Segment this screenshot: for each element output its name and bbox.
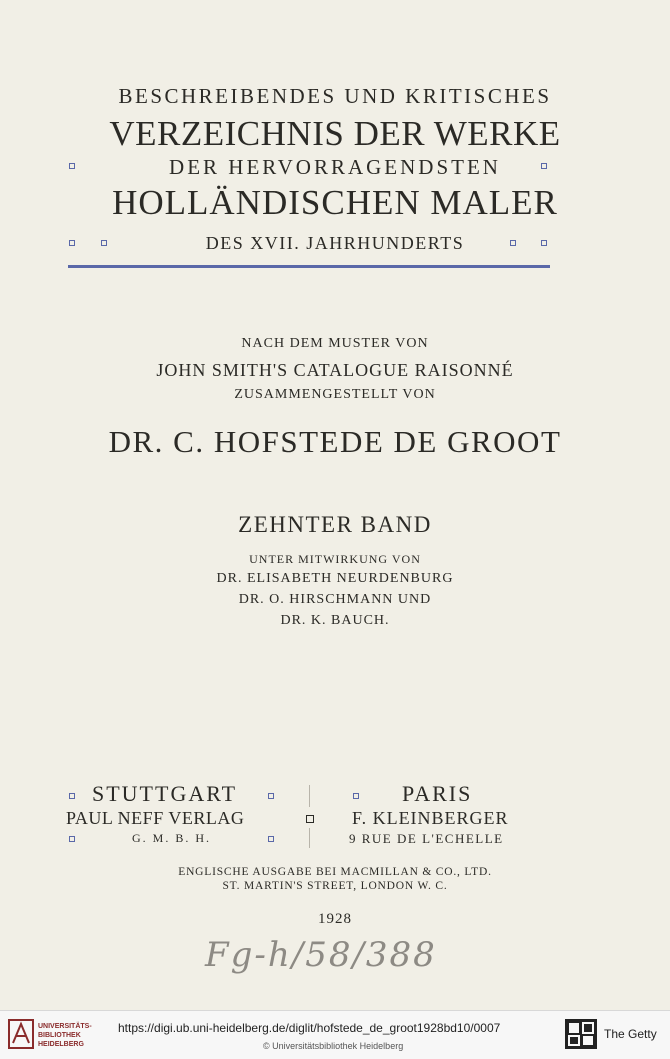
volume-title: ZEHNTER BAND	[238, 512, 432, 537]
viewer-footer	[0, 1010, 670, 1059]
title-line-4: HOLLÄNDISCHEN MALER	[112, 183, 558, 222]
publisher-left-name: PAUL NEFF VERLAG	[66, 808, 245, 828]
author-name: DR. C. HOFSTEDE DE GROOT	[108, 424, 562, 459]
ornament-square	[353, 793, 359, 799]
ornament-square	[69, 836, 75, 842]
copyright-notice: © Universitätsbibliothek Heidelberg	[263, 1041, 404, 1051]
volume-line-3: DR. O. HIRSCHMANN UND	[238, 592, 432, 607]
title-line-1: BESCHREIBENDES UND KRITISCHES	[118, 84, 552, 108]
publisher-left-sub: G. M. B. H.	[132, 831, 212, 845]
ornament-square	[306, 815, 314, 823]
compiler-line-3: ZUSAMMENGESTELLT VON	[234, 387, 436, 402]
ornament-square	[268, 793, 274, 799]
university-library-label: UNIVERSITÄTS- BIBLIOTHEK HEIDELBERG	[38, 1023, 92, 1048]
compiler-line-2: JOHN SMITH'S CATALOGUE RAISONNÉ	[156, 360, 514, 380]
english-edition-line-2: ST. MARTIN'S STREET, LONDON W. C.	[222, 880, 448, 892]
ornament-square	[69, 793, 75, 799]
ornament-square	[541, 163, 547, 169]
ornament-square	[541, 240, 547, 246]
title-line-2: VERZEICHNIS DER WERKE	[109, 114, 561, 153]
getty-logo-icon	[565, 1019, 597, 1049]
publisher-left-city: STUTTGART	[92, 781, 238, 806]
university-library-logo-icon	[8, 1019, 34, 1049]
handwritten-shelfmark: Fg-h/58/388	[205, 935, 437, 975]
title-line-3: DER HERVORRAGENDSTEN	[169, 155, 501, 179]
publisher-right-name: F. KLEINBERGER	[352, 808, 509, 828]
volume-line-4: DR. K. BAUCH.	[280, 613, 390, 628]
column-divider	[309, 785, 310, 807]
publisher-right-city: PARIS	[402, 781, 473, 806]
title-line-5: DES XVII. JAHRHUNDERTS	[205, 233, 465, 253]
compiler-line-1: NACH DEM MUSTER VON	[241, 336, 429, 351]
ornament-square	[510, 240, 516, 246]
getty-label: The Getty	[604, 1027, 657, 1041]
volume-line-1: UNTER MITWIRKUNG VON	[249, 552, 421, 566]
publication-year: 1928	[318, 911, 352, 927]
english-edition-line-1: ENGLISCHE AUSGABE BEI MACMILLAN & CO., LTD.	[178, 866, 492, 878]
publisher-right-sub: 9 RUE DE L'ECHELLE	[349, 831, 504, 846]
column-divider	[309, 828, 310, 848]
ornament-square	[268, 836, 274, 842]
horizontal-rule	[68, 265, 550, 268]
volume-line-2: DR. ELISABETH NEURDENBURG	[216, 571, 454, 586]
permalink-url[interactable]: https://digi.ub.uni-heidelberg.de/diglit/hofstede_de_groot1928bd10/0007	[118, 1021, 501, 1035]
